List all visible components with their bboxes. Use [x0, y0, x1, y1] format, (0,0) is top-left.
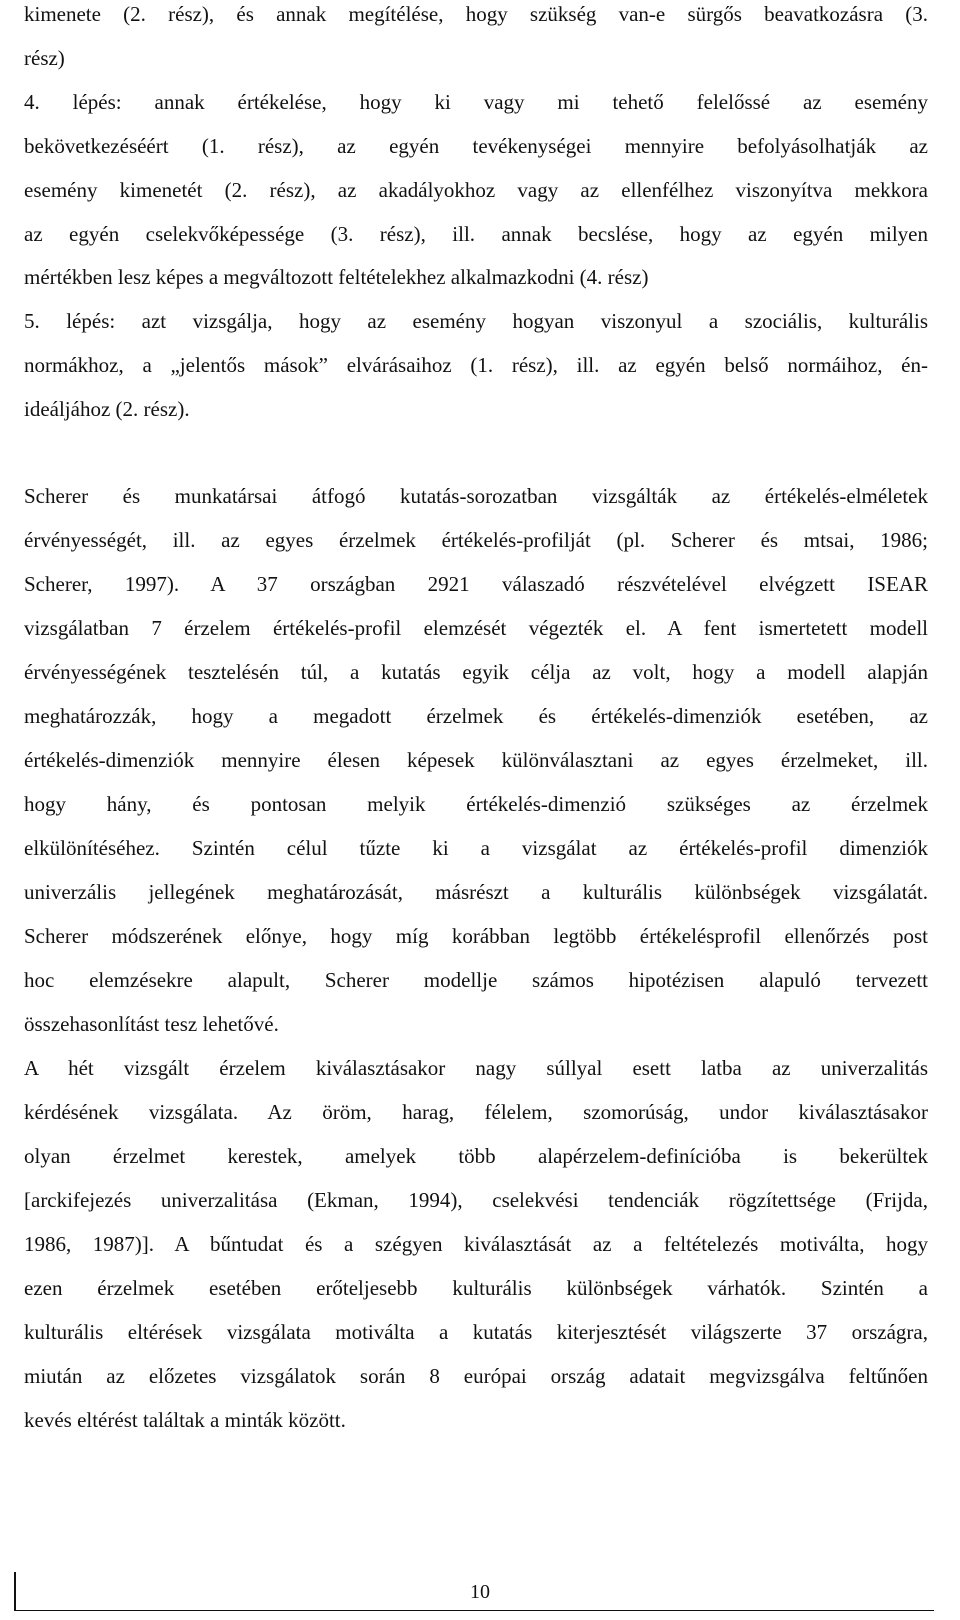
text-line: hogy hány, és pontosan melyik értékelés-dimenzió szükséges az érzelmek: [24, 792, 928, 816]
text-line: univerzális jellegének meghatározását, másrészt a kulturális különbségek vizsgálatát.: [24, 880, 928, 904]
footer-rule: [14, 1610, 934, 1611]
text-line: kulturális eltérések vizsgálata motiválta a kutatás kiterjesztését világszerte 37 országra,: [24, 1320, 928, 1344]
text-line: bekövetkezéséért (1. rész), az egyén tevékenységei mennyire befolyásolhatják az: [24, 134, 928, 158]
text-line: 4. lépés: annak értékelése, hogy ki vagy mi tehető felelőssé az esemény: [24, 90, 928, 114]
text-line: ideáljához (2. rész).: [24, 397, 190, 421]
text-line: rész): [24, 46, 65, 70]
text-line: mértékben lesz képes a megváltozott feltételekhez alkalmazkodni (4. rész): [24, 265, 649, 289]
text-line: normákhoz, a „jelentős mások” elvárásaihoz (1. rész), ill. az egyén belső normáihoz, én-: [24, 353, 928, 377]
text-line: hoc elemzésekre alapult, Scherer modellje számos hipotézisen alapuló tervezett: [24, 968, 928, 992]
text-line: 1986, 1987)]. A bűntudat és a szégyen kiválasztását az a feltételezés motiválta, hogy: [24, 1232, 928, 1256]
text-line: összehasonlítást tesz lehetővé.: [24, 1012, 279, 1036]
text-line: [arckifejezés univerzalitása (Ekman, 1994), cselekvési tendenciák rögzítettsége (Frijda,: [24, 1188, 928, 1212]
text-line: 5. lépés: azt vizsgálja, hogy az esemény hogyan viszonyul a szociális, kulturális: [24, 309, 928, 333]
text-line: Scherer módszerének előnye, hogy míg korábban legtöbb értékelésprofil ellenőrzés post: [24, 924, 928, 948]
text-line: meghatározzák, hogy a megadott érzelmek és értékelés-dimenziók esetében, az: [24, 704, 928, 728]
page-number: 10: [470, 1581, 490, 1603]
text-line: kérdésének vizsgálata. Az öröm, harag, félelem, szomorúság, undor kiválasztásakor: [24, 1100, 928, 1124]
text-line: érvényességének tesztelésén túl, a kutatás egyik célja az volt, hogy a modell alapján: [24, 660, 928, 684]
text-line: vizsgálatban 7 érzelem értékelés-profil elemzését végezték el. A fent ismertetett modell: [24, 616, 928, 640]
text-line: ezen érzelmek esetében erőteljesebb kulturális különbségek várhatók. Szintén a: [24, 1276, 928, 1300]
text-line: kevés eltérést találtak a minták között.: [24, 1408, 346, 1432]
text-line: értékelés-dimenziók mennyire élesen képesek különválasztani az egyes érzelmeket, ill.: [24, 748, 928, 772]
text-line: Scherer, 1997). A 37 országban 2921 válaszadó részvételével elvégzett ISEAR: [24, 572, 928, 596]
text-line: olyan érzelmet kerestek, amelyek több alapérzelem-definícióba is bekerültek: [24, 1144, 928, 1168]
text-line: érvényességét, ill. az egyes érzelmek értékelés-profilját (pl. Scherer és mtsai, 1986;: [24, 528, 928, 552]
text-line: kimenete (2. rész), és annak megítélése, hogy szükség van-e sürgős beavatkozásra (3.: [24, 2, 928, 26]
text-line: Scherer és munkatársai átfogó kutatás-sorozatban vizsgálták az értékelés-elméletek: [24, 484, 928, 508]
text-line: esemény kimenetét (2. rész), az akadályokhoz vagy az ellenfélhez viszonyítva mekkora: [24, 178, 928, 202]
text-line: miután az előzetes vizsgálatok során 8 európai ország adatait megvizsgálva feltűnően: [24, 1364, 928, 1388]
text-line: az egyén cselekvőképessége (3. rész), ill. annak becslése, hogy az egyén milyen: [24, 222, 928, 246]
text-line: elkülönítéséhez. Szintén célul tűzte ki a vizsgálat az értékelés-profil dimenziók: [24, 836, 928, 860]
text-line: A hét vizsgált érzelem kiválasztásakor nagy súllyal esett latba az univerzalitás: [24, 1056, 928, 1080]
